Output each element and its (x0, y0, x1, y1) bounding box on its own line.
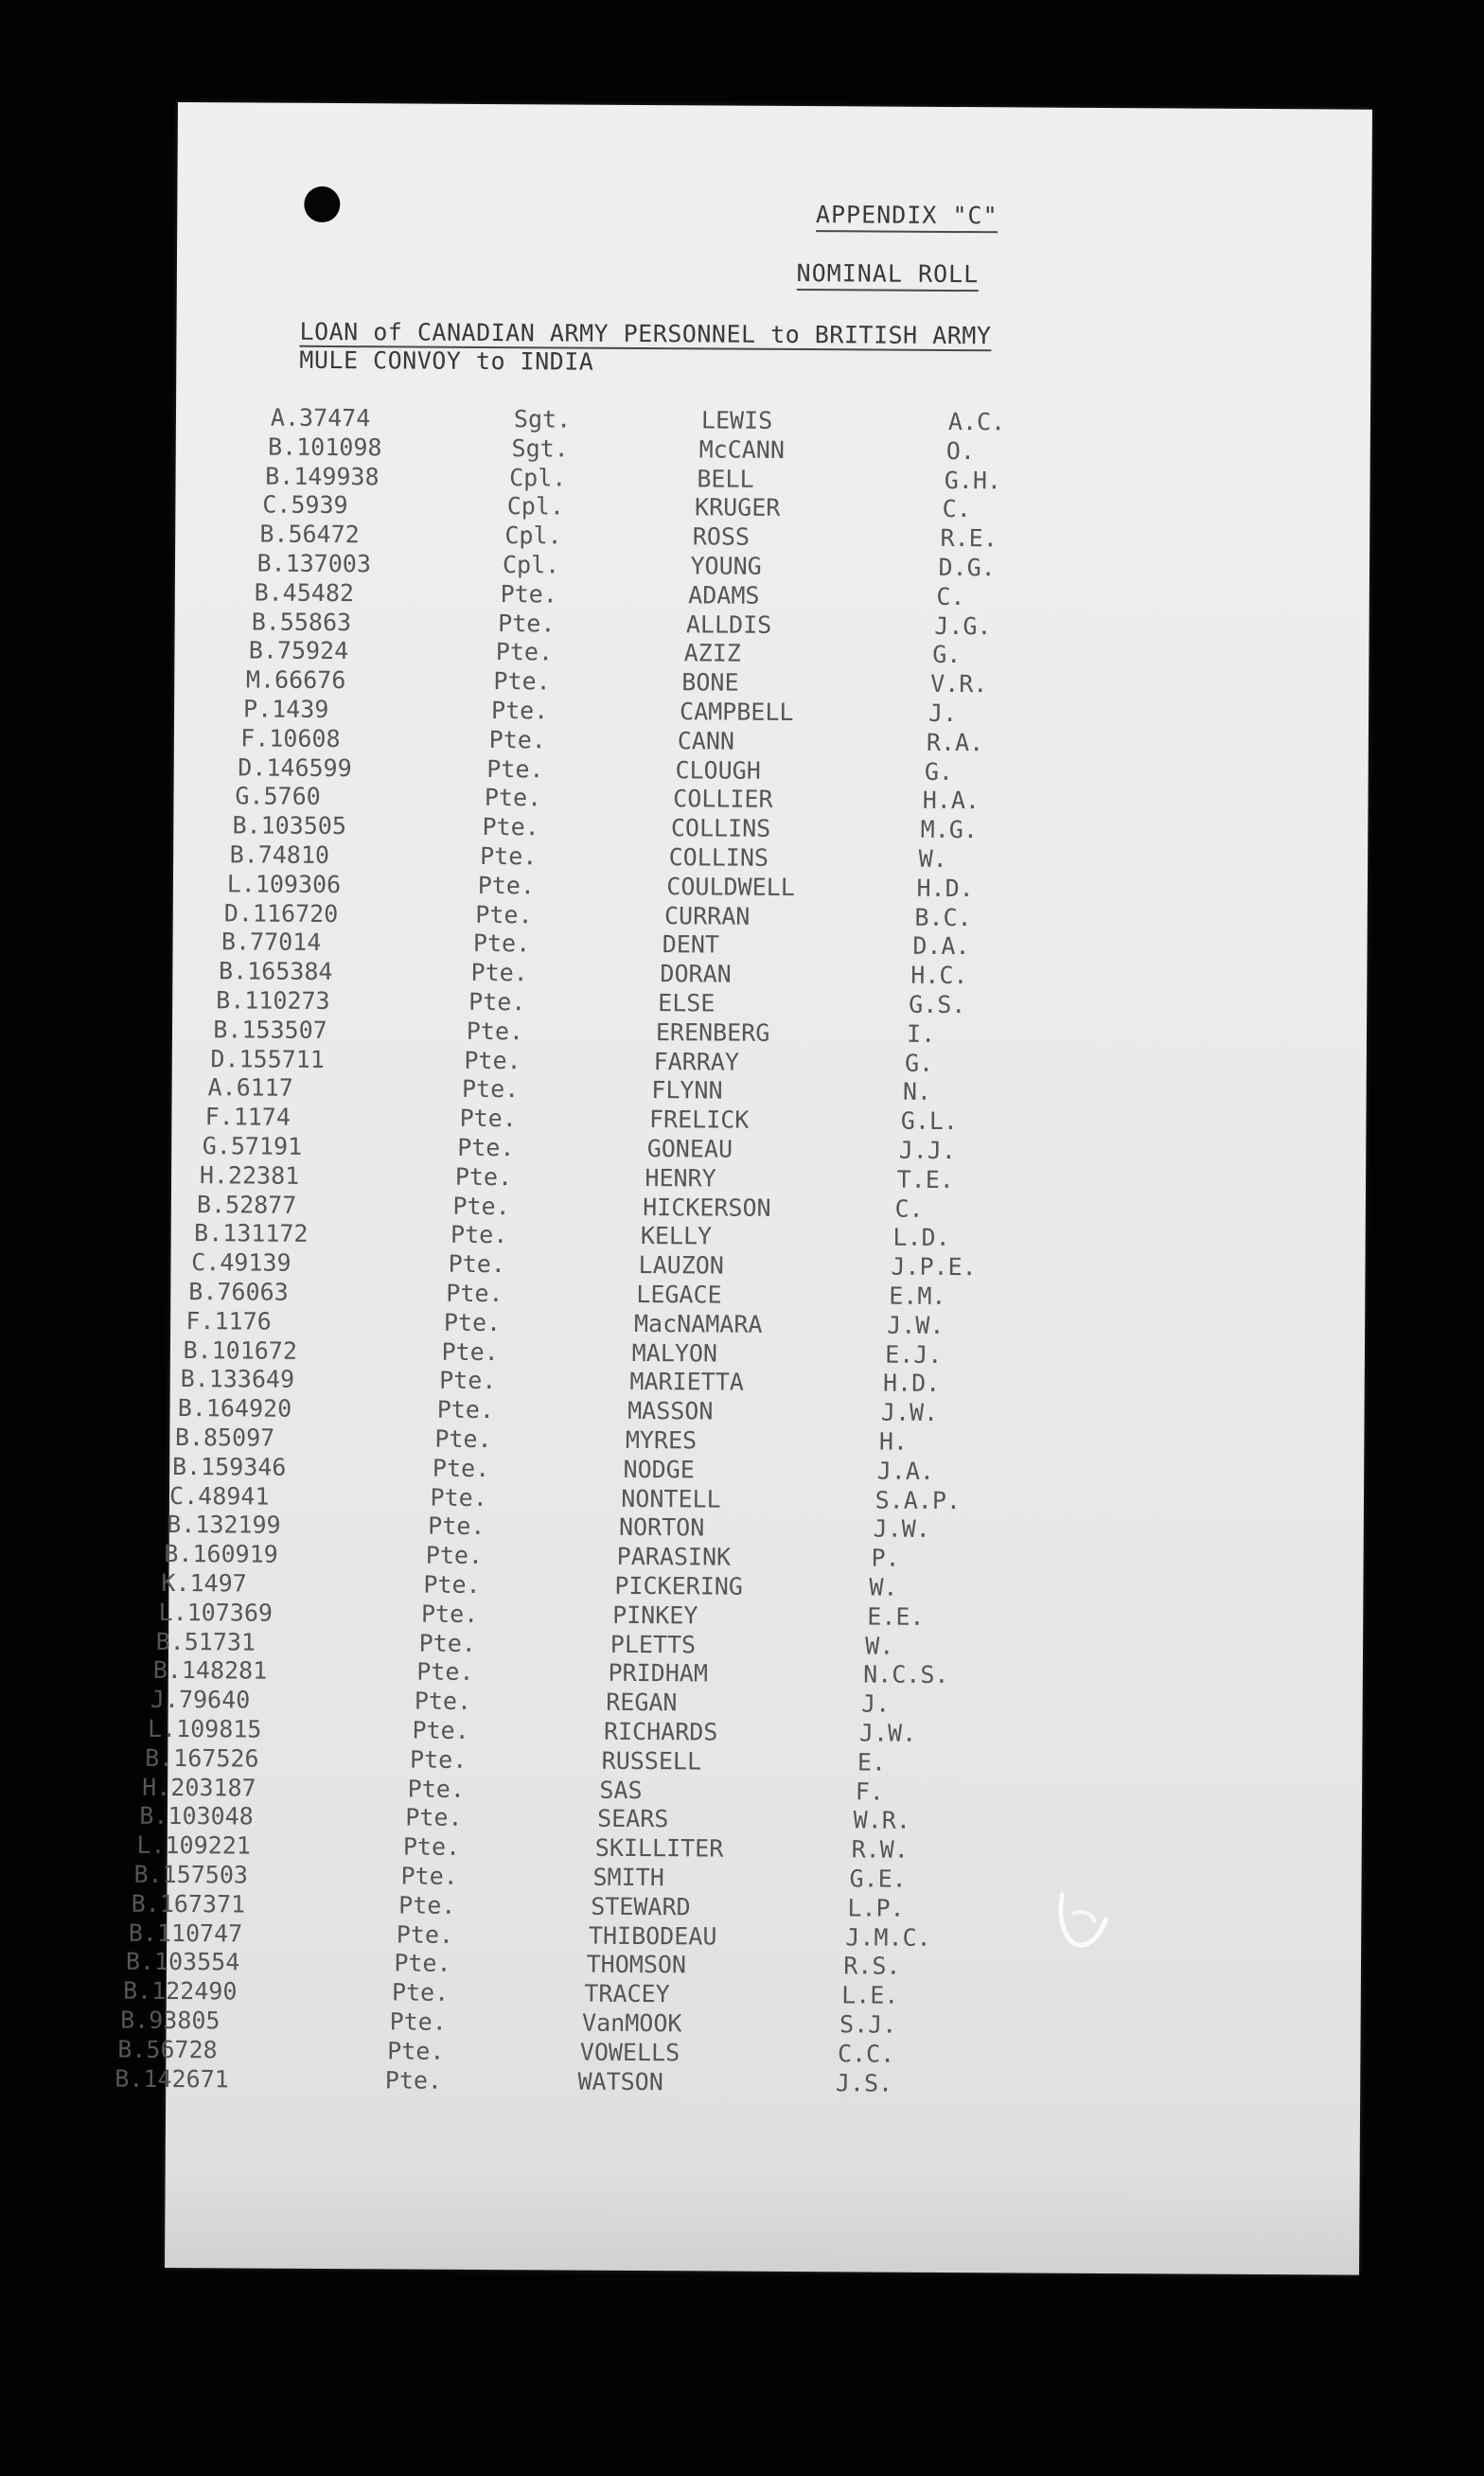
initials: N. (902, 1078, 932, 1106)
rank: Pte. (498, 609, 556, 638)
initials: M.G. (920, 815, 979, 844)
service-number: B.74810 (229, 840, 330, 869)
surname: MASSON (627, 1397, 714, 1425)
service-number: B.164920 (177, 1394, 292, 1423)
surname: PRIDHAM (608, 1659, 709, 1688)
surname: FLYNN (651, 1076, 723, 1105)
initials: J.G. (934, 611, 992, 640)
rank: Pte. (450, 1221, 508, 1249)
service-number: B.76063 (188, 1278, 289, 1306)
roll-subtitle (299, 319, 991, 378)
service-number: B.75924 (248, 636, 349, 665)
rank: Pte. (430, 1483, 487, 1512)
service-number: H.22381 (199, 1160, 300, 1190)
surname: NORTON (618, 1513, 705, 1542)
rank: Sgt. (511, 433, 569, 463)
service-number: C.5939 (262, 490, 348, 520)
initials: D.G. (938, 553, 996, 582)
surname: SAS (599, 1776, 643, 1804)
surname: COLLINS (670, 814, 771, 843)
surname: ELSE (658, 989, 716, 1017)
rank: Pte. (493, 667, 551, 696)
surname: LAUZON (638, 1251, 724, 1280)
rank: Pte. (418, 1629, 476, 1657)
rank: Pte. (488, 725, 546, 754)
service-number: B.153507 (213, 1016, 327, 1044)
roll-title-text: NOMINAL ROLL (796, 259, 979, 292)
initials: H.A. (922, 787, 980, 815)
rank: Pte. (428, 1512, 486, 1541)
initials: R.S. (843, 1952, 901, 1981)
initials: J.M.C. (845, 1922, 931, 1952)
initials: J. (860, 1689, 891, 1718)
rank: Pte. (466, 1017, 524, 1046)
surname: TRACEY (584, 1979, 670, 2008)
rank: Pte. (480, 841, 538, 871)
initials: G. (904, 1049, 934, 1077)
initials: J.J. (898, 1136, 957, 1165)
service-number: B.122490 (122, 1976, 238, 2006)
service-number: B.110747 (128, 1919, 243, 1948)
surname: NODGE (623, 1455, 695, 1484)
service-number: G.57191 (202, 1132, 303, 1160)
initials: G.H. (944, 466, 1002, 494)
rank: Pte. (398, 1891, 456, 1919)
service-number: L.109306 (226, 870, 342, 898)
service-number: H.203187 (142, 1773, 256, 1802)
surname: CAMPBELL (679, 698, 794, 726)
initials: B.C. (914, 903, 972, 931)
subtitle-line-1: LOAN of CANADIAN ARMY PERSONNEL to BRITISH ARMY (299, 317, 992, 350)
service-number: P.1439 (242, 695, 329, 723)
rank: Pte. (472, 929, 531, 958)
rank: Pte. (452, 1192, 510, 1220)
rank: Pte. (410, 1745, 468, 1774)
service-number: A.6117 (207, 1073, 293, 1103)
rank: Pte. (396, 1920, 454, 1949)
rank: Cpl. (506, 492, 565, 521)
rank: Pte. (423, 1570, 481, 1599)
surname: HICKERSON (643, 1193, 771, 1222)
service-number: B.103554 (125, 1948, 240, 1976)
surname: COULDWELL (666, 872, 795, 901)
service-number: B.167526 (145, 1743, 259, 1773)
surname: PICKERING (614, 1571, 743, 1601)
rank: Cpl. (502, 551, 560, 579)
service-number: M.66676 (245, 665, 346, 695)
surname: NONTELL (621, 1484, 721, 1513)
surname: ROSS (692, 522, 751, 551)
initials: C. (894, 1194, 924, 1223)
initials: L.E. (841, 1981, 899, 2009)
initials: S.A.P. (874, 1486, 962, 1514)
initials: N.C.S. (863, 1660, 949, 1689)
initials: E.M. (889, 1282, 946, 1310)
initials: W. (869, 1573, 898, 1601)
service-number: B.103048 (139, 1802, 254, 1830)
service-number: F.1174 (204, 1103, 292, 1131)
rank: Pte. (414, 1687, 472, 1716)
service-number: B.93805 (120, 2006, 221, 2035)
initials: J. (928, 699, 958, 728)
surname: ALLDIS (685, 610, 772, 639)
rank: Pte. (500, 579, 557, 609)
surname: DORAN (660, 960, 732, 988)
surname: ADAMS (688, 581, 760, 610)
service-number: B.55863 (251, 608, 352, 636)
service-number: F.10608 (240, 724, 341, 752)
initials: E.J. (885, 1340, 943, 1369)
roll-row (115, 2064, 1360, 2101)
service-number: B.131172 (194, 1219, 309, 1248)
service-number: L.109815 (147, 1714, 262, 1743)
surname: GONEAU (646, 1135, 733, 1163)
surname: STEWARD (591, 1892, 691, 1921)
initials: J.W. (873, 1514, 930, 1544)
rank: Pte. (407, 1775, 466, 1803)
service-number: C.48941 (169, 1481, 270, 1511)
surname: FARRAY (653, 1047, 740, 1076)
initials: J.S. (835, 2068, 893, 2097)
initials: J.P.E. (891, 1252, 977, 1282)
surname: FRELICK (648, 1105, 750, 1134)
initials: R.A. (926, 728, 984, 757)
service-number: B.101672 (183, 1335, 298, 1365)
initials: J.W. (887, 1311, 945, 1339)
surname: VanMOOK (582, 2008, 682, 2038)
rank: Pte. (441, 1337, 499, 1366)
surname: WATSON (577, 2067, 663, 2096)
surname: MARIETTA (629, 1368, 744, 1397)
surname: LEWIS (700, 406, 773, 434)
rank: Pte. (439, 1367, 497, 1395)
rank: Pte. (475, 900, 533, 928)
surname: CURRAN (663, 901, 751, 930)
rank: Cpl. (504, 522, 562, 550)
rank: Pte. (416, 1657, 474, 1687)
service-number: B.149938 (265, 462, 380, 490)
rank: Pte. (490, 697, 549, 725)
service-number: B.56728 (117, 2035, 218, 2064)
service-number: L.107369 (158, 1598, 274, 1627)
initials: W.R. (853, 1806, 911, 1835)
surname: REGAN (606, 1688, 678, 1717)
page-shading (165, 2154, 1360, 2275)
rank: Pte. (464, 1046, 521, 1074)
service-number: D.155711 (210, 1044, 325, 1073)
initials: H. (878, 1427, 909, 1456)
surname: COLLINS (668, 843, 769, 872)
surname: YOUNG (690, 552, 762, 580)
service-number: G.5760 (235, 782, 321, 811)
surname: PINKEY (612, 1601, 698, 1630)
service-number: B.110273 (216, 986, 330, 1015)
surname: PLETTS (610, 1630, 697, 1658)
surname: THIBODEAU (588, 1921, 717, 1951)
service-number: B.85097 (174, 1424, 275, 1452)
initials: J.W. (858, 1719, 917, 1747)
rank: Pte. (425, 1541, 484, 1570)
surname: COLLIER (673, 785, 773, 814)
service-number: B.137003 (256, 549, 372, 578)
pencil-check-mark-icon (1054, 1887, 1111, 1954)
subtitle-line-2: MULE CONVOY to INDIA (299, 345, 594, 376)
surname: RUSSELL (601, 1746, 702, 1776)
service-number: B.142671 (115, 2064, 229, 2093)
rank: Pte. (482, 813, 539, 841)
service-number: B.51731 (155, 1627, 256, 1656)
rank: Pte. (412, 1716, 469, 1744)
rank: Cpl. (509, 463, 567, 492)
rank: Pte. (394, 1949, 451, 1978)
initials: D.A. (912, 932, 970, 961)
surname: SEARS (597, 1805, 669, 1833)
service-number: B.157503 (133, 1860, 249, 1889)
rank: Pte. (468, 987, 526, 1017)
surname: VOWELLS (579, 2038, 680, 2067)
surname: BELL (697, 464, 754, 493)
initials: W. (865, 1632, 894, 1660)
rank: Pte. (459, 1105, 517, 1133)
initials: H.C. (910, 961, 968, 990)
initials: E. (857, 1748, 887, 1777)
initials: H.D. (882, 1369, 941, 1398)
service-number: B.167371 (131, 1889, 246, 1919)
initials: C.C. (837, 2040, 895, 2068)
initials: J.W. (880, 1398, 939, 1427)
rank: Pte. (402, 1832, 461, 1862)
nominal-roll-list (115, 403, 1370, 2097)
rank: Pte. (405, 1803, 463, 1832)
service-number: B.159346 (171, 1452, 287, 1481)
surname: KRUGER (694, 493, 781, 522)
initials: G. (932, 641, 962, 669)
service-number: B.77014 (221, 928, 322, 957)
initials: G.L. (900, 1106, 959, 1136)
rank: Pte. (486, 754, 544, 783)
rank: Pte. (448, 1249, 506, 1279)
initials: F. (855, 1777, 884, 1806)
service-number: B.101098 (267, 433, 382, 462)
initials: C. (936, 582, 965, 610)
initials: E.E. (867, 1602, 925, 1631)
service-number: D.146599 (238, 752, 352, 782)
rank: Pte. (400, 1862, 458, 1890)
surname: THOMSON (586, 1951, 687, 1979)
rank: Pte. (420, 1600, 479, 1628)
initials: O. (945, 436, 976, 465)
service-number: B.148281 (152, 1656, 268, 1685)
initials: P. (871, 1544, 900, 1572)
rank: Pte. (432, 1454, 490, 1482)
surname: CLOUGH (675, 755, 761, 785)
service-number: F.1176 (186, 1306, 272, 1335)
rank: Pte. (457, 1133, 515, 1162)
initials: C. (942, 495, 971, 523)
initials: H.D. (916, 874, 974, 902)
roll-title (291, 256, 1484, 292)
rank: Pte. (434, 1424, 492, 1454)
rank: Pte. (443, 1308, 502, 1336)
service-number: D.116720 (223, 898, 339, 928)
initials: T.E. (896, 1165, 954, 1194)
service-number: L.109221 (136, 1830, 251, 1860)
service-number: J.79640 (150, 1686, 251, 1714)
rank: Pte. (391, 1978, 450, 2007)
rank: Pte. (461, 1075, 520, 1104)
service-number: B.165384 (218, 957, 333, 986)
rank: Sgt. (513, 405, 572, 433)
service-number: B.56472 (259, 520, 360, 549)
rank: Pte. (495, 638, 554, 666)
service-number: A.37474 (270, 403, 371, 433)
service-number: C.49139 (191, 1248, 292, 1277)
initials: L.D. (892, 1224, 950, 1252)
rank: Pte. (477, 871, 536, 900)
rank: Pte. (436, 1395, 495, 1424)
surname: PARASINK (616, 1543, 732, 1571)
surname: ERENBERG (655, 1017, 770, 1047)
appendix-heading (309, 198, 1484, 233)
surname: LEGACE (636, 1280, 722, 1309)
initials: A.C. (947, 407, 1006, 436)
initials: L.P. (847, 1894, 905, 1922)
rank: Pte. (454, 1162, 513, 1191)
initials: G.E. (849, 1865, 907, 1893)
rank: Pte. (470, 959, 528, 987)
service-number: B.45482 (254, 578, 355, 607)
initials: V.R. (930, 670, 988, 699)
surname: MALYON (631, 1338, 718, 1368)
surname: HENRY (645, 1163, 716, 1193)
surname: MYRES (625, 1425, 698, 1455)
appendix-heading-text: APPENDIX "C" (816, 201, 998, 233)
surname: BONE (681, 668, 739, 697)
service-number: B.160919 (164, 1540, 278, 1568)
surname: MacNAMARA (633, 1309, 763, 1338)
rank: Pte. (387, 2037, 445, 2065)
service-number: B.103505 (232, 811, 347, 840)
initials: S.J. (839, 2010, 897, 2039)
rank: Pte. (446, 1279, 504, 1308)
rank: Pte. (484, 784, 542, 812)
service-number: K.1497 (161, 1568, 247, 1598)
document-page (115, 102, 1372, 2275)
initials: J.A. (876, 1457, 935, 1485)
surname: KELLY (640, 1222, 713, 1250)
initials: G.S. (909, 990, 966, 1019)
service-number: B.52877 (196, 1190, 297, 1219)
service-number: B.133649 (180, 1365, 295, 1394)
initials: R.E. (940, 524, 998, 553)
rank: Pte. (384, 2065, 443, 2095)
surname: DENT (662, 930, 720, 959)
initials: R.W. (851, 1835, 909, 1864)
initials: G. (924, 757, 954, 786)
surname: CANN (677, 727, 735, 755)
surname: McCANN (698, 435, 786, 464)
surname: SMITH (592, 1863, 664, 1892)
service-number: B.132199 (167, 1511, 281, 1540)
surname: AZIZ (683, 639, 741, 668)
rank: Pte. (389, 2007, 447, 2036)
surname: RICHARDS (603, 1717, 718, 1746)
surname: SKILLITER (594, 1833, 724, 1863)
initials: I. (907, 1019, 936, 1048)
initials: W. (918, 844, 947, 873)
